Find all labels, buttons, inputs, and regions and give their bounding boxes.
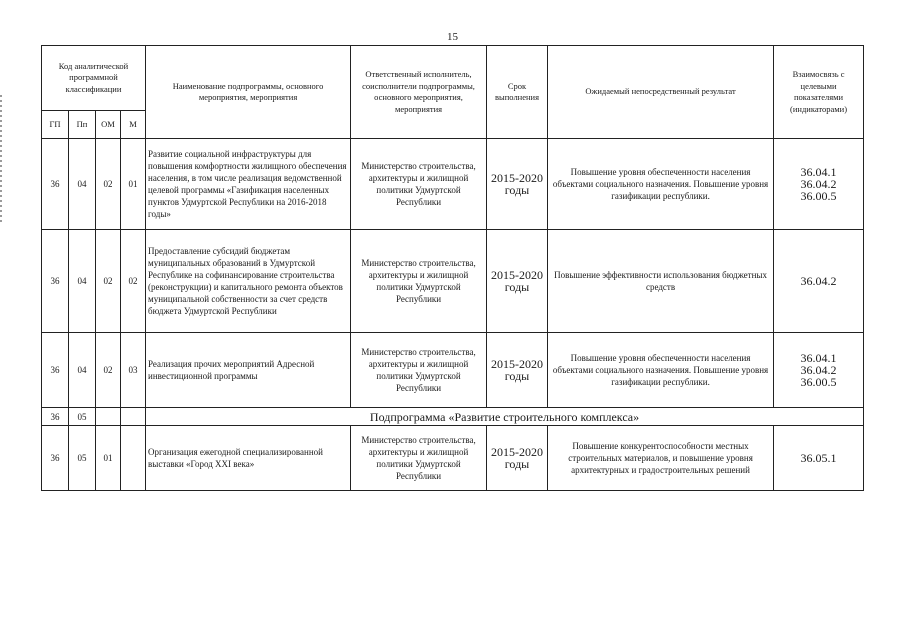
cell-term: 2015-2020 годы: [487, 139, 548, 230]
cell-link: [774, 333, 864, 408]
cell-pp: 05: [69, 426, 96, 491]
header-code-pp: Пп: [69, 111, 96, 139]
cell-responsible: Министерство строительства, архитектуры и жилищной политики Удмуртской Республики: [351, 426, 487, 491]
cell-pp: 04: [69, 230, 96, 333]
link-code: 36.00.5: [800, 189, 837, 203]
table-row: [42, 139, 864, 230]
cell-name: Развитие социальной инфраструктуры для повышения комфортности жилищного обеспечения населения, в том числе реализация ведомственной целевой программы «Газификация населенных пунктов Удмуртской Республики на 2016-2018 годы»: [146, 139, 351, 230]
cell-m: 03: [121, 333, 146, 408]
cell-om: 02: [96, 139, 121, 230]
subprogram-title: Подпрограмма «Развитие строительного комплекса»: [146, 408, 864, 426]
cell-responsible: Министерство строительства, архитектуры и жилищной политики Удмуртской Республики: [351, 333, 487, 408]
link-code: 36.05.1: [800, 451, 837, 465]
cell-gp: 36: [42, 408, 69, 426]
cell-responsible: Министерство строительства, архитектуры и жилищной политики Удмуртской Республики: [351, 139, 487, 230]
cell-pp: 04: [69, 139, 96, 230]
cell-om: 02: [96, 333, 121, 408]
header-code-m: М: [121, 111, 146, 139]
scan-edge-marks: [0, 95, 2, 225]
cell-link: [774, 139, 864, 230]
cell-pp: 04: [69, 333, 96, 408]
header-link: Взаимосвязь с целевыми показателями (индикаторами): [774, 46, 864, 139]
header-result: Ожидаемый непосредственный результат: [548, 46, 774, 139]
table-row: [42, 333, 864, 408]
cell-link: [774, 426, 864, 491]
cell-name: Реализация прочих мероприятий Адресной инвестиционной программы: [146, 333, 351, 408]
header-code-gp: ГП: [42, 111, 69, 139]
cell-result: Повышение уровня обеспеченности населения объектами социального назначения. Повышение уровня газификации республики.: [548, 139, 774, 230]
cell-gp: 36: [42, 230, 69, 333]
table-row: [42, 426, 864, 491]
cell-name: Предоставление субсидий бюджетам муниципальных образований в Удмуртской Республике на софинансирование строительства (реконструкции) и капитального ремонта объектов муниципальной собственности за счет средств бюджета Удмуртской Республики: [146, 230, 351, 333]
link-code: 36.00.5: [800, 375, 837, 389]
cell-responsible: Министерство строительства, архитектуры и жилищной политики Удмуртской Республики: [351, 230, 487, 333]
cell-gp: 36: [42, 333, 69, 408]
cell-om: [96, 408, 121, 426]
link-code: 36.04.2: [800, 274, 837, 288]
subprogram-row: [42, 408, 864, 426]
header-term: Срок выполнения: [487, 46, 548, 139]
cell-m: 02: [121, 230, 146, 333]
cell-om: 01: [96, 426, 121, 491]
header-code-group: Код аналитической программной классификации: [42, 46, 146, 111]
cell-result: Повышение конкурентоспособности местных строительных материалов, и повышение уровня архитектурных и градостроительных решений: [548, 426, 774, 491]
cell-gp: 36: [42, 426, 69, 491]
program-table: [41, 45, 864, 491]
link-code: 36.04.1: [800, 351, 837, 365]
cell-gp: 36: [42, 139, 69, 230]
cell-result: Повышение эффективности использования бюджетных средств: [548, 230, 774, 333]
cell-term: 2015-2020 годы: [487, 230, 548, 333]
link-code: 36.04.2: [800, 177, 837, 191]
cell-name: Организация ежегодной специализированной выставки «Город XXI века»: [146, 426, 351, 491]
cell-link: [774, 230, 864, 333]
cell-pp: 05: [69, 408, 96, 426]
cell-term: 2015-2020 годы: [487, 426, 548, 491]
header-name: Наименование подпрограммы, основного мероприятия, мероприятия: [146, 46, 351, 139]
header-responsible: Ответственный исполнитель, соисполнители подпрограммы, основного мероприятия, мероприятия: [351, 46, 487, 139]
cell-term: 2015-2020 годы: [487, 333, 548, 408]
cell-m: [121, 426, 146, 491]
link-code: 36.04.1: [800, 165, 837, 179]
page-number: 15: [447, 31, 458, 43]
cell-m: [121, 408, 146, 426]
table-row: [42, 230, 864, 333]
cell-result: Повышение уровня обеспеченности населения объектами социального назначения. Повышение уровня газификации республики.: [548, 333, 774, 408]
cell-m: 01: [121, 139, 146, 230]
link-code: 36.04.2: [800, 363, 837, 377]
header-code-om: ОМ: [96, 111, 121, 139]
cell-om: 02: [96, 230, 121, 333]
